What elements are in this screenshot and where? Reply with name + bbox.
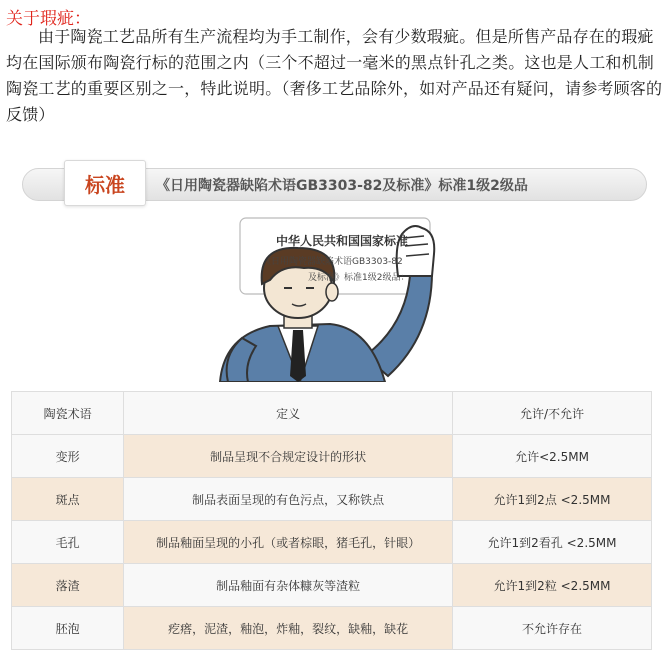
defect-table	[11, 391, 652, 650]
table-row	[12, 564, 652, 607]
row-term: 斑点	[12, 478, 124, 521]
row-term: 变形	[12, 435, 124, 478]
row-term: 落渣	[12, 564, 124, 607]
table-row	[12, 435, 652, 478]
notice-title: 关于瑕疵：	[6, 9, 91, 29]
table-row	[12, 478, 652, 521]
row-term: 胚泡	[12, 607, 124, 650]
row-term: 毛孔	[12, 521, 124, 564]
row-definition: 制品呈现不合规定设计的形状	[124, 435, 453, 478]
sign-line-2: 及标准》标准1级2级品：	[308, 273, 410, 283]
row-definition: 疙瘩，泥渣，釉泡，炸釉，裂纹，缺釉，缺花	[124, 607, 453, 650]
row-definition: 制品表面呈现的有色污点，又称铁点	[124, 478, 453, 521]
notice-body: 由于陶瓷工艺品所有生产流程均为手工制作，会有少数瑕疵。但是所售产品存在的瑕疵均在国际颁布陶瓷行标的范围之内（三个不超过一毫米的黑点针孔之类。这也是人工和机制陶瓷工艺的重要区别之一，特此说明。（奢侈工艺品除外，如对产品还有疑问，请参考顾客的反馈）	[6, 27, 663, 124]
table-row	[12, 607, 652, 650]
row-allowance: 允许1到2点 <2.5MM	[453, 478, 652, 521]
row-allowance: 允许<2.5MM	[453, 435, 652, 478]
table-row	[12, 521, 652, 564]
row-allowance: 允许1到2看孔 <2.5MM	[453, 521, 652, 564]
header-term: 陶瓷术语	[12, 392, 124, 435]
sign-title: 中华人民共和国国家标准	[275, 234, 408, 248]
standard-tab	[64, 160, 146, 206]
sign-line-1: 《日用陶瓷器缺陷术语GB3303-82	[262, 257, 403, 267]
row-allowance: 不允许存在	[453, 607, 652, 650]
header-definition: 定义	[124, 392, 453, 435]
row-definition: 制品釉面有杂体糠灰等渣粒	[124, 564, 453, 607]
table-header-row	[12, 392, 652, 435]
row-allowance: 允许1到2粒 <2.5MM	[453, 564, 652, 607]
header-allowance: 允许/不允许	[453, 392, 652, 435]
standard-description: 《日用陶瓷器缺陷术语GB3303-82及标准》标准1级2级品	[156, 178, 528, 194]
standard-tab-label: 标准	[85, 172, 125, 197]
row-definition: 制品釉面呈现的小孔（或者棕眼，猪毛孔，针眼）	[124, 521, 453, 564]
